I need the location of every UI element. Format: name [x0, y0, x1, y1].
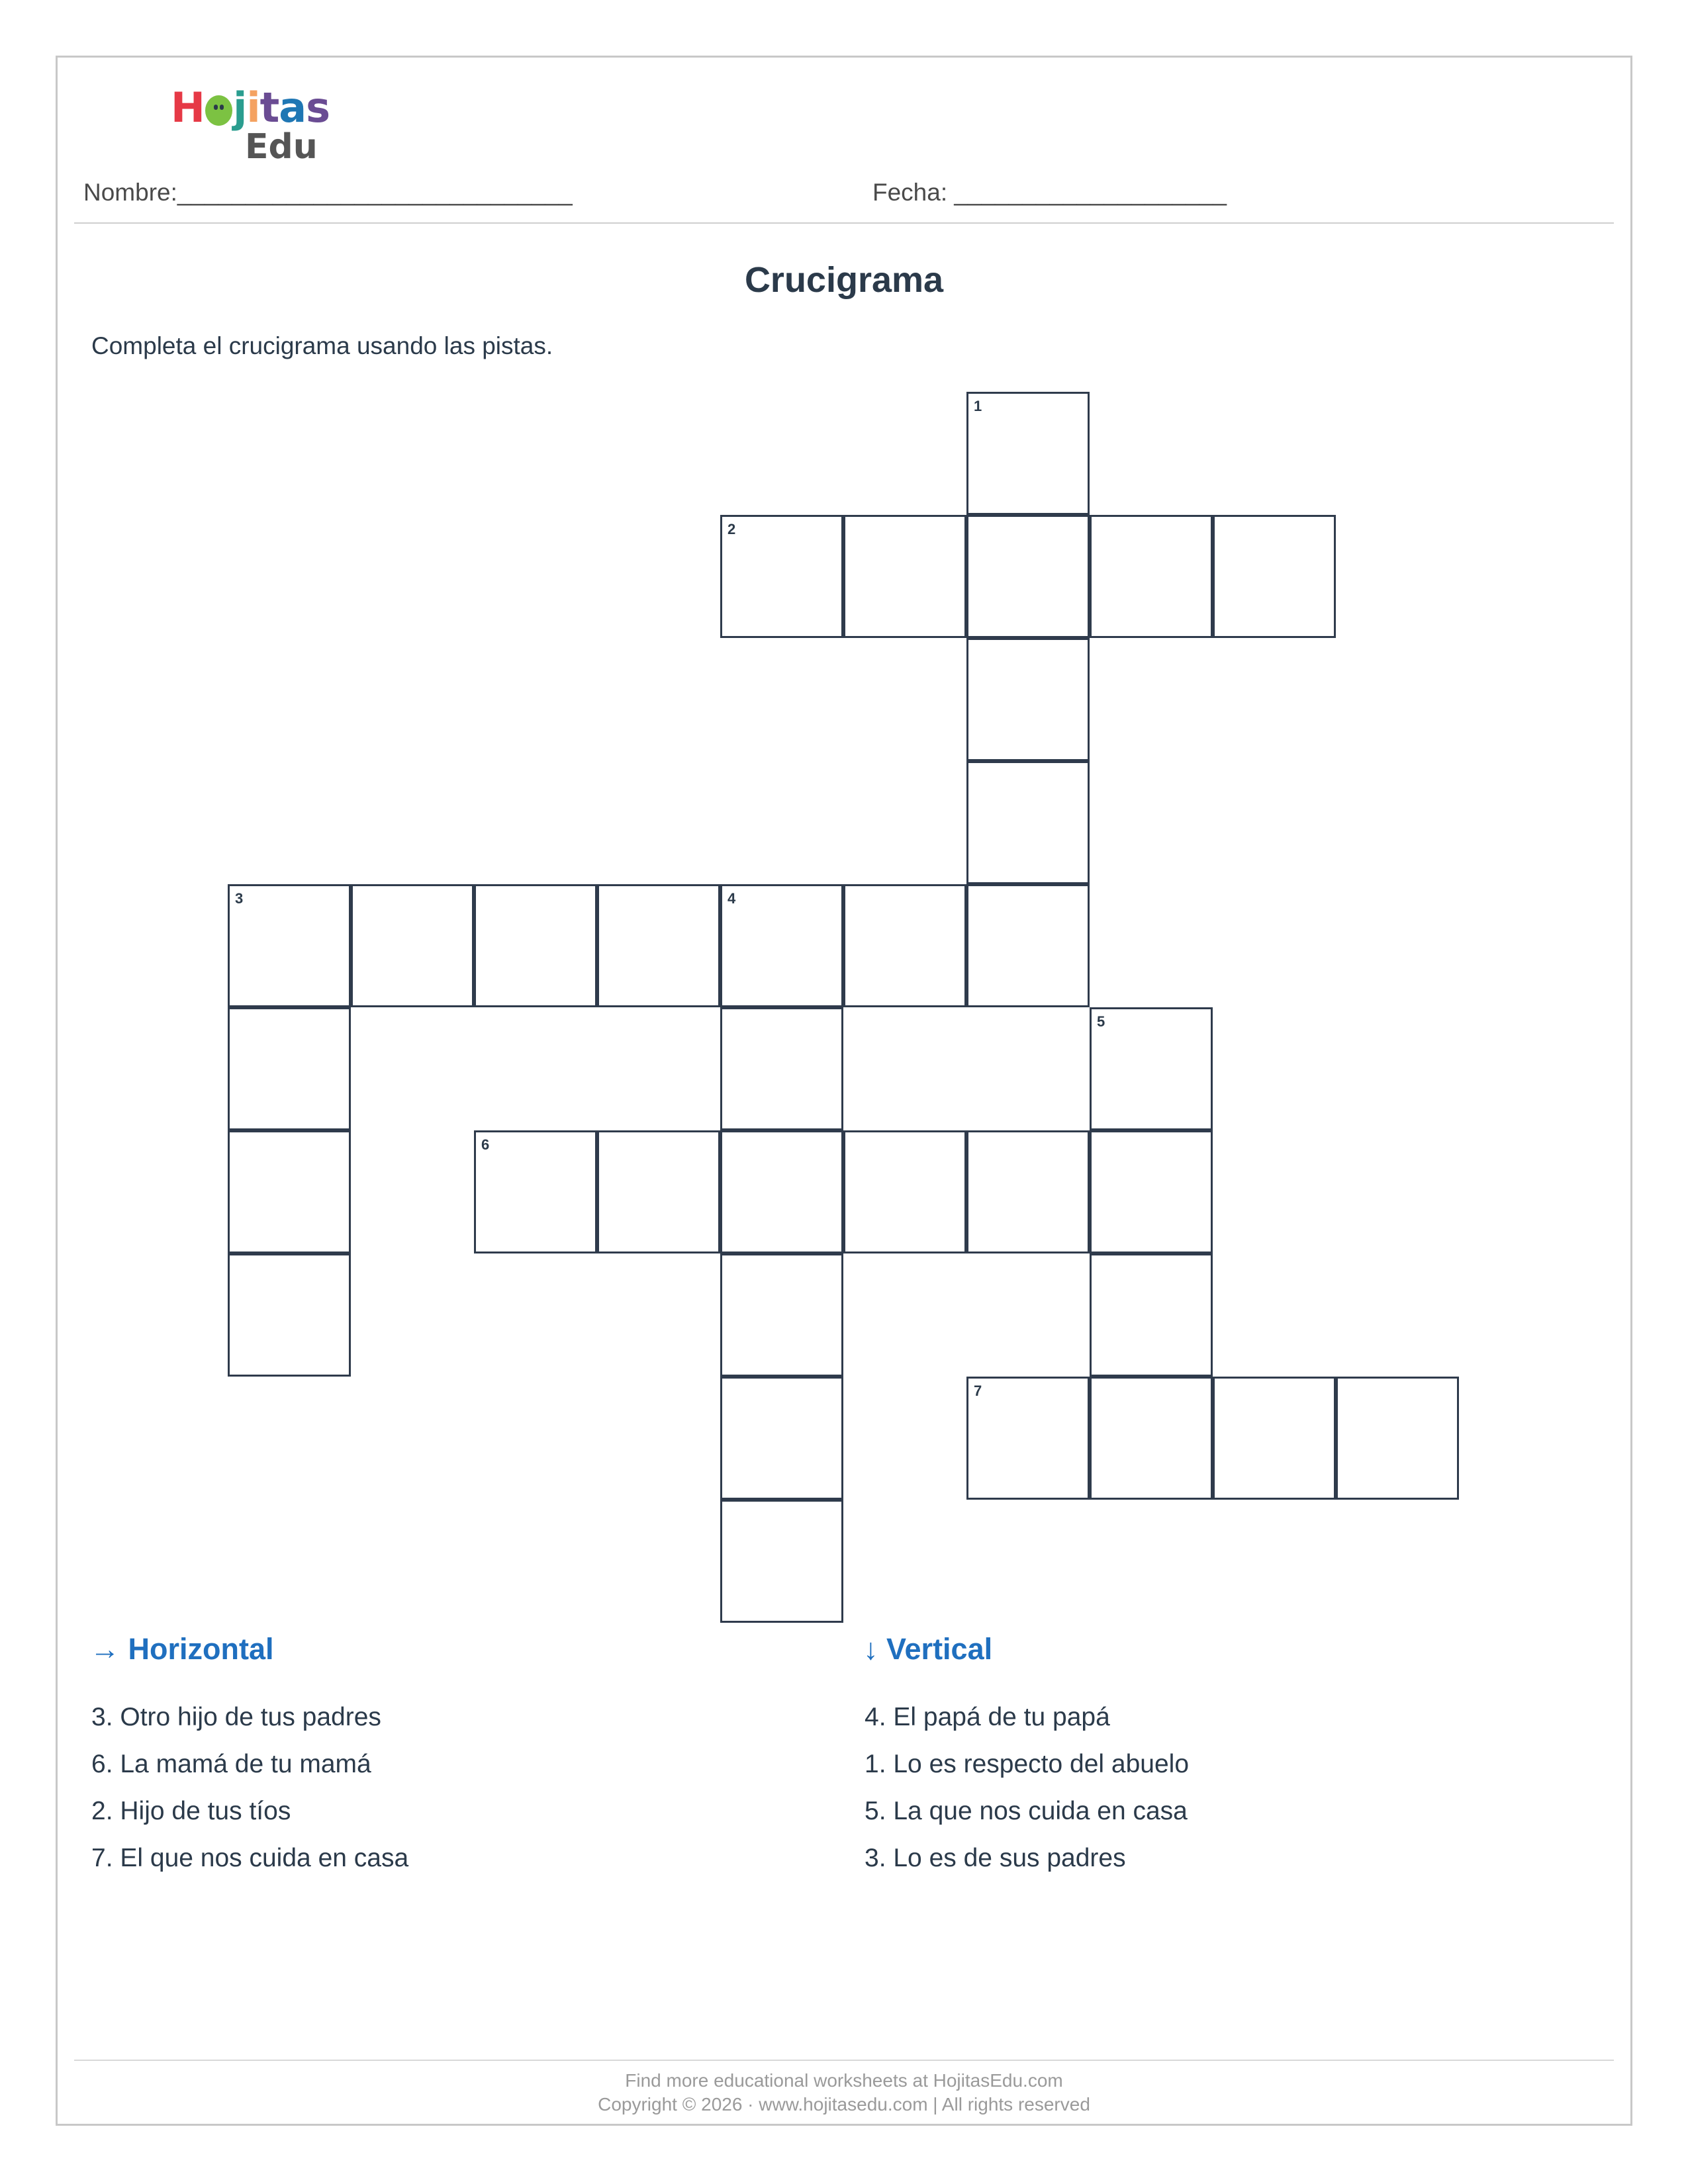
- crossword-cell[interactable]: [1090, 1253, 1213, 1377]
- crossword-cell[interactable]: [720, 1130, 843, 1253]
- smiley-icon: [205, 95, 232, 126]
- cell-number: 3: [235, 890, 244, 907]
- crossword-cell[interactable]: [720, 1377, 843, 1500]
- cell-number: 7: [974, 1383, 982, 1399]
- crossword-cell[interactable]: [1336, 1377, 1459, 1500]
- clue-item: 1. Lo es respecto del abuelo: [865, 1750, 1190, 1778]
- date-field[interactable]: [872, 179, 1227, 206]
- crossword-cell[interactable]: [228, 1253, 351, 1377]
- crossword-cell[interactable]: [1090, 1130, 1213, 1253]
- crossword-cell[interactable]: [720, 1007, 843, 1130]
- logo-letter: j: [233, 83, 247, 132]
- crossword-cell[interactable]: [1090, 515, 1213, 638]
- crossword-cell[interactable]: [351, 884, 474, 1007]
- crossword-cell[interactable]: [720, 884, 843, 1007]
- crossword-cell[interactable]: [966, 1130, 1090, 1253]
- crossword-cell[interactable]: [228, 884, 351, 1007]
- logo-wordmark: [171, 83, 330, 132]
- crossword-cell[interactable]: [843, 884, 966, 1007]
- name-field[interactable]: [83, 179, 573, 206]
- crossword-cell[interactable]: [966, 761, 1090, 884]
- logo-letter: a: [279, 83, 306, 132]
- cell-number: 1: [974, 398, 982, 414]
- crossword-cell[interactable]: [966, 515, 1090, 638]
- crossword-cell[interactable]: [720, 515, 843, 638]
- logo-letter: i: [246, 83, 260, 132]
- clue-item: 3. Lo es de sus padres: [865, 1844, 1126, 1872]
- cell-number: 6: [481, 1136, 490, 1153]
- cell-number: 5: [1097, 1013, 1105, 1030]
- crossword-cell[interactable]: [966, 884, 1090, 1007]
- date-label: Fecha:: [872, 179, 948, 206]
- logo-edu: Edu: [245, 127, 318, 167]
- page-title: Crucigrama: [744, 260, 944, 300]
- crossword-cell[interactable]: [720, 1253, 843, 1377]
- clue-item: 5. La que nos cuida en casa: [865, 1797, 1188, 1825]
- crossword-cell[interactable]: [228, 1007, 351, 1130]
- instructions: Completa el crucigrama usando las pistas.: [91, 332, 553, 359]
- clue-item: 2. Hijo de tus tíos: [91, 1797, 291, 1825]
- crossword-cell[interactable]: [966, 1377, 1090, 1500]
- crossword-cell[interactable]: [474, 884, 597, 1007]
- crossword-cell[interactable]: [720, 1500, 843, 1623]
- crossword-cell[interactable]: [1213, 1377, 1336, 1500]
- clue-item: 6. La mamá de tu mamá: [91, 1750, 371, 1778]
- crossword-cell[interactable]: [1090, 1377, 1213, 1500]
- clue-item: 7. El que nos cuida en casa: [91, 1844, 409, 1872]
- down-clues: [865, 1701, 1189, 1889]
- cell-number: 4: [727, 890, 736, 907]
- clue-item: 3. Otro hijo de tus padres: [91, 1703, 381, 1731]
- crossword-cell[interactable]: [597, 1130, 720, 1253]
- crossword-cell[interactable]: [843, 1130, 966, 1253]
- footer-promo: Find more educational worksheets at HojitasEdu.com: [625, 2070, 1063, 2091]
- logo-letter: t: [259, 83, 279, 132]
- cell-number: 2: [727, 521, 736, 537]
- across-clues: [91, 1701, 408, 1889]
- down-heading: ↓ Vertical: [863, 1632, 993, 1666]
- crossword-cell[interactable]: [843, 515, 966, 638]
- crossword-cell[interactable]: [228, 1130, 351, 1253]
- name-line: _____________________________: [177, 179, 573, 206]
- name-label: Nombre:: [83, 179, 177, 206]
- crossword-cell[interactable]: [597, 884, 720, 1007]
- crossword-cell[interactable]: [966, 638, 1090, 761]
- across-heading: → Horizontal: [90, 1632, 274, 1666]
- crossword-cell[interactable]: [474, 1130, 597, 1253]
- logo-letter: s: [306, 83, 330, 132]
- header-divider: [74, 222, 1614, 224]
- crossword-cell[interactable]: [1213, 515, 1336, 638]
- footer-divider: [74, 2060, 1614, 2061]
- crossword-cell[interactable]: [966, 392, 1090, 515]
- date-line: ____________________: [954, 179, 1227, 206]
- footer-copyright: Copyright © 2026 · www.hojitasedu.com | All rights reserved: [598, 2094, 1090, 2115]
- hojitas-edu-logo: [171, 83, 330, 173]
- crossword-cell[interactable]: [1090, 1007, 1213, 1130]
- logo-letter: H: [171, 83, 205, 132]
- clue-item: 4. El papá de tu papá: [865, 1703, 1110, 1731]
